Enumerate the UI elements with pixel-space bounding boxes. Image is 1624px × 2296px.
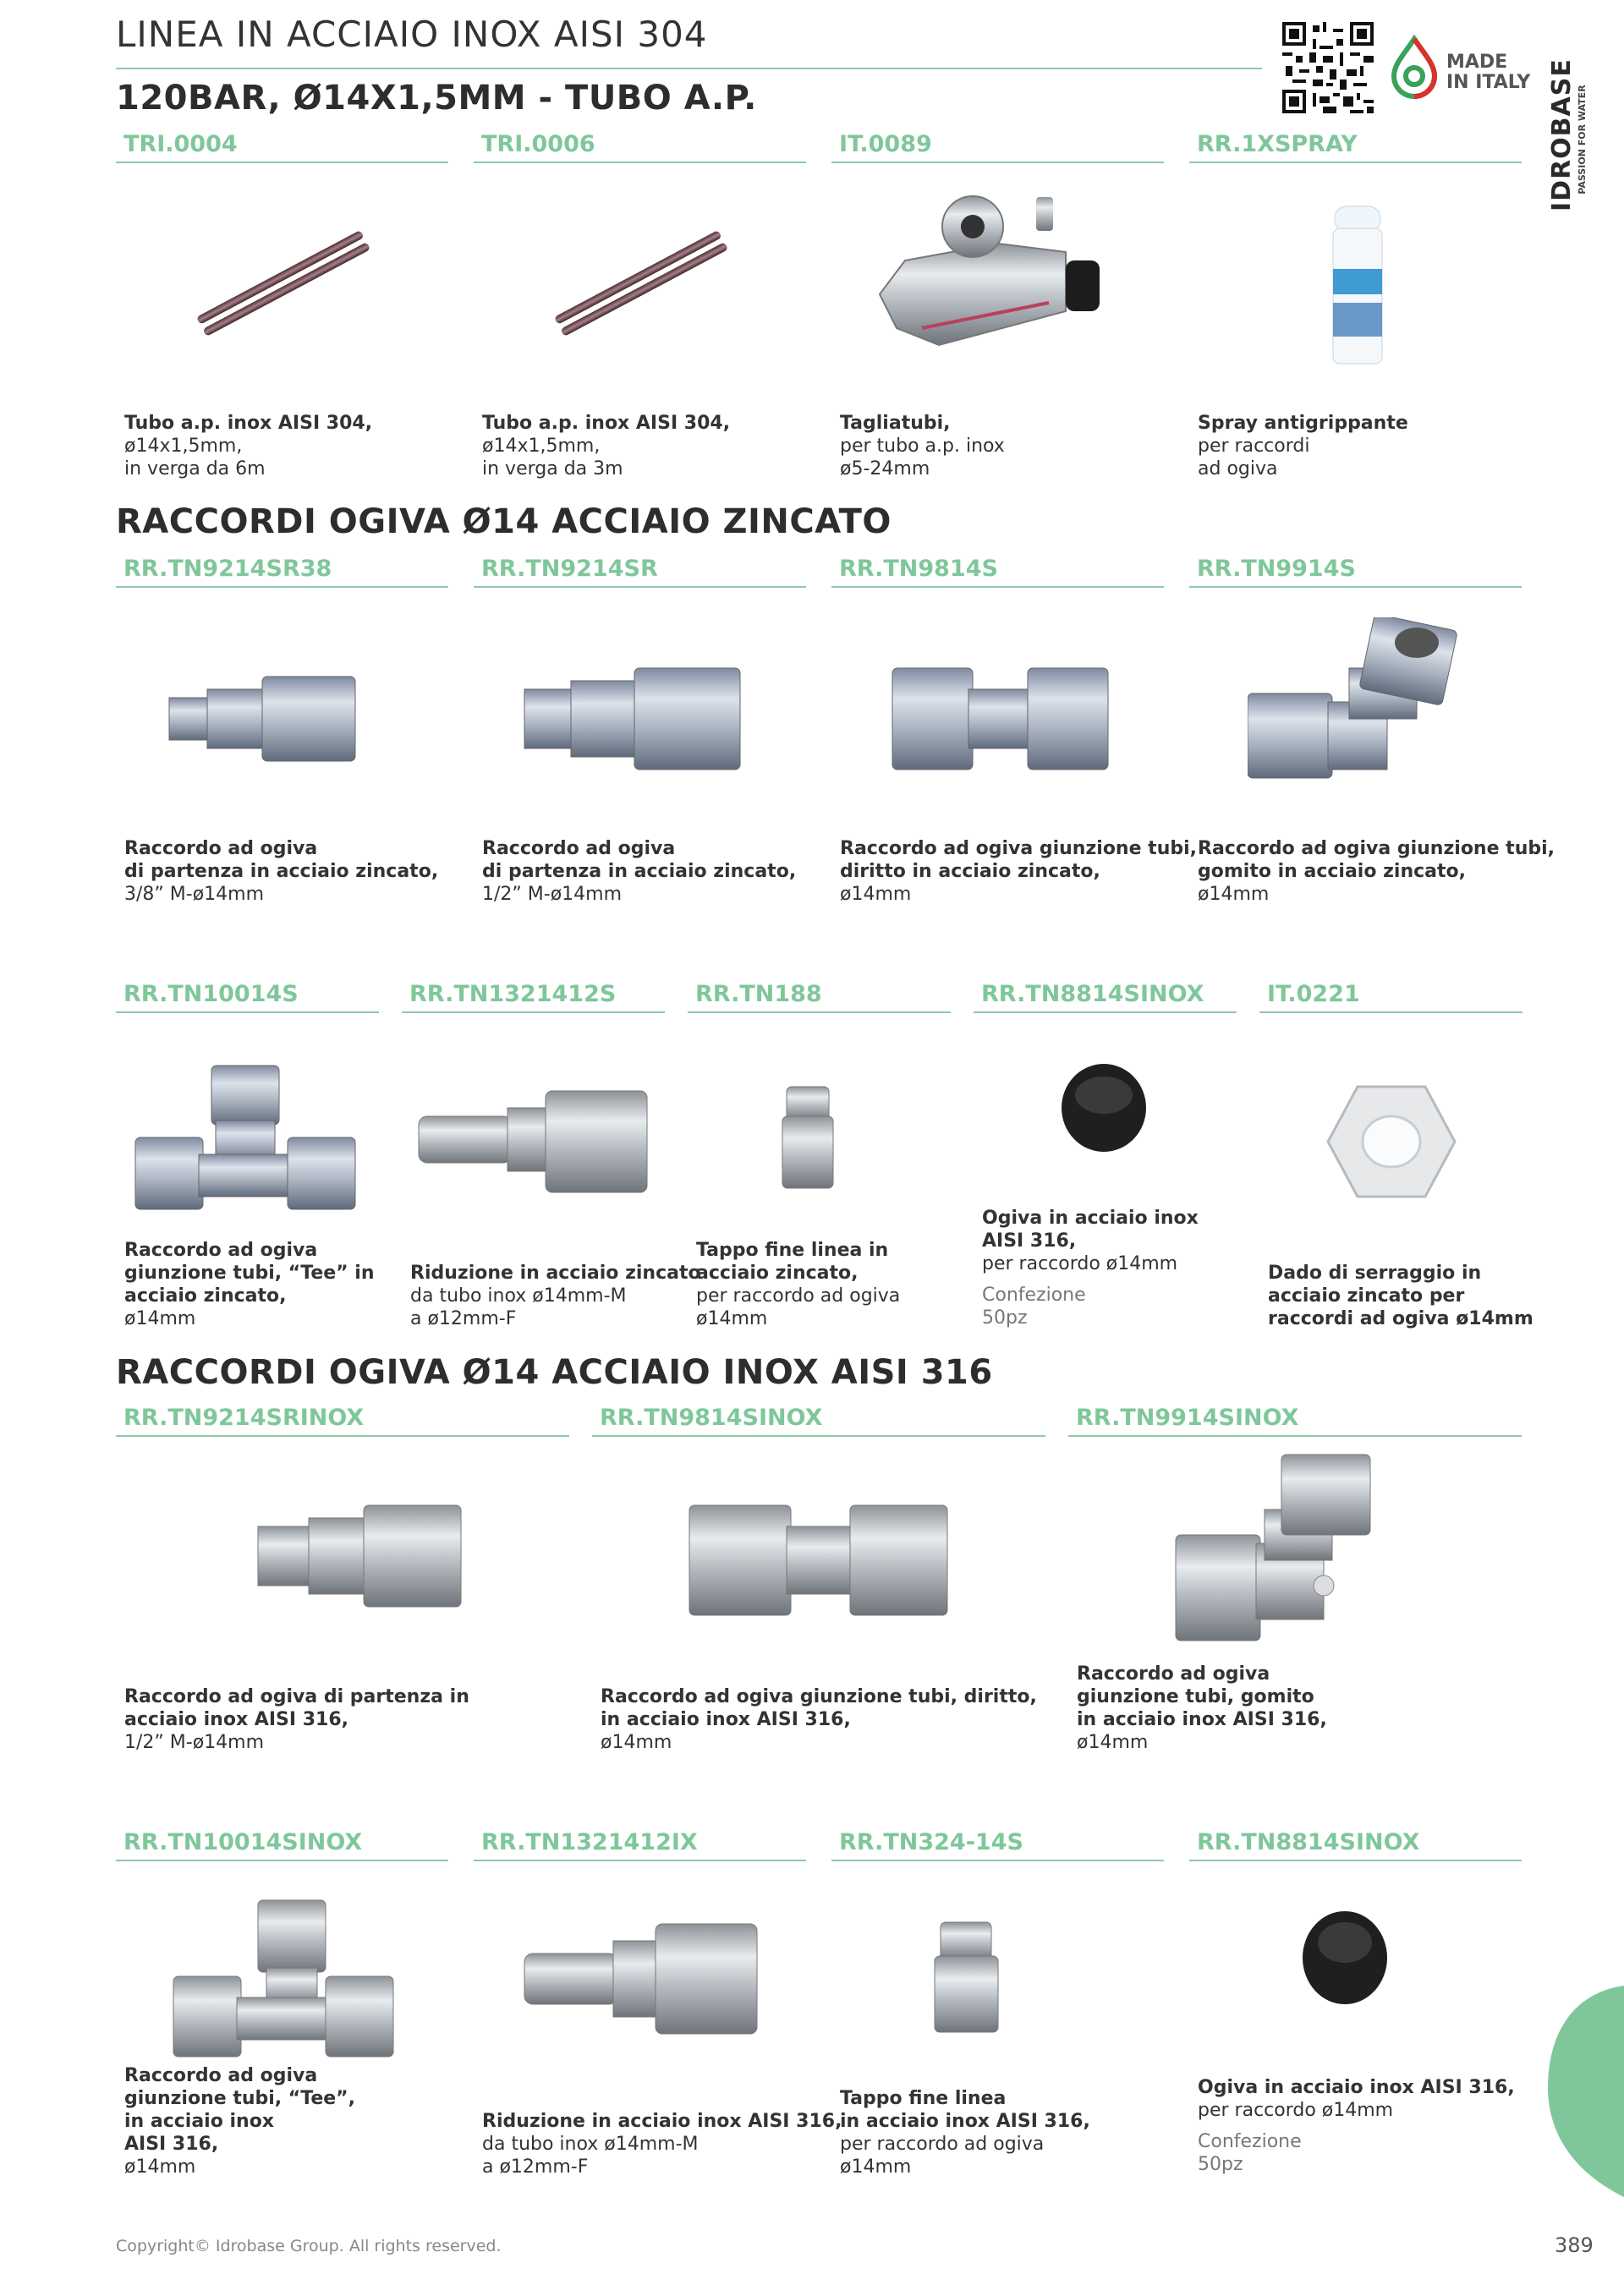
straight-union-fitting-image bbox=[888, 660, 1112, 778]
product-code: RR.TN9814SINOX bbox=[592, 1405, 1045, 1437]
brand-tab bbox=[1547, 58, 1599, 211]
reducer-fitting-image bbox=[414, 1087, 651, 1197]
brand-name: IDROBASE bbox=[1547, 58, 1577, 211]
product-description: Tappo fine linea in acciaio zincato, per raccordo ad ogiva ø14mm bbox=[696, 1240, 901, 1329]
product-code: IT.0221 bbox=[1259, 981, 1522, 1013]
product-description: Tagliatubi, per tubo a.p. inox ø5-24mm bbox=[840, 413, 1005, 479]
product-description: Raccordo ad ogiva giunzione tubi, gomito in acciaio zincato, ø14mm bbox=[1198, 838, 1555, 905]
pipe-cutter-image bbox=[871, 184, 1108, 353]
product-description: Raccordo ad ogiva giunzione tubi, diritto, in acciaio inox AISI 316, ø14mm bbox=[601, 1686, 1037, 1753]
end-cap-image bbox=[778, 1082, 837, 1192]
copyright-text: Copyright© Idrobase Group. All rights reserved. bbox=[116, 2237, 502, 2255]
tube-rod-image bbox=[190, 220, 376, 347]
tee-fitting-image bbox=[169, 1896, 398, 2065]
decorative-leaf-shape bbox=[1548, 1986, 1624, 2197]
product-description: Raccordo ad ogiva giunzione tubi, diritto in acciaio zincato, ø14mm bbox=[840, 838, 1197, 905]
product-code: RR.TN9214SR bbox=[474, 556, 806, 588]
product-description: Tappo fine linea in acciaio inox AISI 316, per raccordo ad ogiva ø14mm bbox=[840, 2088, 1090, 2178]
qr-code-icon bbox=[1282, 22, 1374, 113]
product-code: RR.TN8814SINOX bbox=[1189, 1829, 1522, 1861]
product-description: Tubo a.p. inox AISI 304, ø14x1,5mm, in verga da 6m bbox=[124, 413, 373, 479]
male-adapter-fitting-image bbox=[520, 660, 749, 778]
product-description: Raccordo ad ogiva giunzione tubi, “Tee”, in acciaio inox AISI 316, ø14mm bbox=[124, 2065, 356, 2178]
product-code: RR.TN1321412IX bbox=[474, 1829, 806, 1861]
product-description: Raccordo ad ogiva giunzione tubi, gomito in acciaio inox AISI 316, ø14mm bbox=[1077, 1663, 1327, 1753]
section-title-inox: RACCORDI OGIVA Ø14 ACCIAIO INOX AISI 316 bbox=[116, 1353, 993, 1392]
section-title-zincato: RACCORDI OGIVA Ø14 ACCIAIO ZINCATO bbox=[116, 502, 892, 541]
product-description: Ogiva in acciaio inox AISI 316, per raccordo ø14mm Confezione 50pz bbox=[1198, 2077, 1515, 2175]
italy-flag-drop-icon bbox=[1387, 34, 1441, 101]
elbow-fitting-image bbox=[1248, 617, 1468, 795]
product-description: Riduzione in acciaio inox AISI 316, da tubo inox ø14mm-M a ø12mm-F bbox=[482, 2111, 842, 2178]
product-code: IT.0089 bbox=[831, 131, 1164, 163]
section-title-tubo: 120BAR, Ø14X1,5MM - TUBO A.P. bbox=[116, 79, 757, 118]
page-number: 389 bbox=[1555, 2233, 1594, 2257]
product-code: TRI.0006 bbox=[474, 131, 806, 163]
male-adapter-fitting-image bbox=[161, 664, 364, 774]
product-code: RR.1XSPRAY bbox=[1189, 131, 1522, 163]
made-in-italy-badge bbox=[1387, 34, 1531, 101]
tube-rod-image bbox=[548, 220, 734, 347]
product-code: TRI.0004 bbox=[116, 131, 448, 163]
product-code: RR.TN324-14S bbox=[831, 1829, 1164, 1861]
product-code: RR.TN9914SINOX bbox=[1068, 1405, 1522, 1437]
product-description: Spray antigrippante per raccordi ad ogiva bbox=[1198, 413, 1408, 479]
reducer-fitting-image bbox=[520, 1920, 761, 2038]
made-label: MADE bbox=[1446, 52, 1508, 73]
product-code: RR.TN1321412S bbox=[402, 981, 665, 1013]
ferrule-ring-image bbox=[1057, 1061, 1150, 1154]
in-italy-label: IN ITALY bbox=[1446, 72, 1531, 93]
product-code: RR.TN9214SR38 bbox=[116, 556, 448, 588]
ferrule-ring-image bbox=[1298, 1907, 1391, 2008]
product-code: RR.TN9214SRINOX bbox=[116, 1405, 569, 1437]
product-code: RR.TN10014SINOX bbox=[116, 1829, 448, 1861]
product-code: RR.TN188 bbox=[688, 981, 951, 1013]
product-description: Raccordo ad ogiva giunzione tubi, “Tee” in acciaio zincato, ø14mm bbox=[124, 1240, 375, 1329]
page-title: LINEA IN ACCIAIO INOX AISI 304 bbox=[116, 14, 708, 55]
product-description: Raccordo ad ogiva di partenza in acciaio zincato, 1/2” M-ø14mm bbox=[482, 838, 797, 905]
end-cap-image bbox=[930, 1918, 1002, 2036]
spray-can-image bbox=[1328, 201, 1387, 370]
product-code: RR.TN9914S bbox=[1189, 556, 1522, 588]
product-code: RR.TN9814S bbox=[831, 556, 1164, 588]
tee-fitting-image bbox=[131, 1061, 359, 1214]
brand-tagline: PASSION FOR WATER bbox=[1577, 85, 1588, 195]
product-description: Tubo a.p. inox AISI 304, ø14x1,5mm, in verga da 3m bbox=[482, 413, 731, 479]
product-description: Raccordo ad ogiva di partenza in acciaio zincato, 3/8” M-ø14mm bbox=[124, 838, 439, 905]
product-code: RR.TN8814SINOX bbox=[974, 981, 1237, 1013]
male-adapter-fitting-image bbox=[254, 1497, 465, 1615]
product-code: RR.TN10014S bbox=[116, 981, 379, 1013]
product-description: Ogiva in acciaio inox AISI 316, per raccordo ø14mm Confezione 50pz bbox=[982, 1208, 1199, 1329]
product-description: Riduzione in acciaio zincato da tubo inox ø14mm-M a ø12mm-F bbox=[410, 1263, 701, 1329]
product-description: Dado di serraggio in acciaio zincato per raccordi ad ogiva ø14mm bbox=[1268, 1263, 1533, 1329]
product-description: Raccordo ad ogiva di partenza in acciaio inox AISI 316, 1/2” M-ø14mm bbox=[124, 1686, 469, 1753]
elbow-fitting-image bbox=[1171, 1450, 1379, 1649]
hex-nut-image bbox=[1324, 1082, 1459, 1201]
title-divider bbox=[116, 68, 1262, 69]
straight-union-fitting-image bbox=[685, 1497, 952, 1624]
